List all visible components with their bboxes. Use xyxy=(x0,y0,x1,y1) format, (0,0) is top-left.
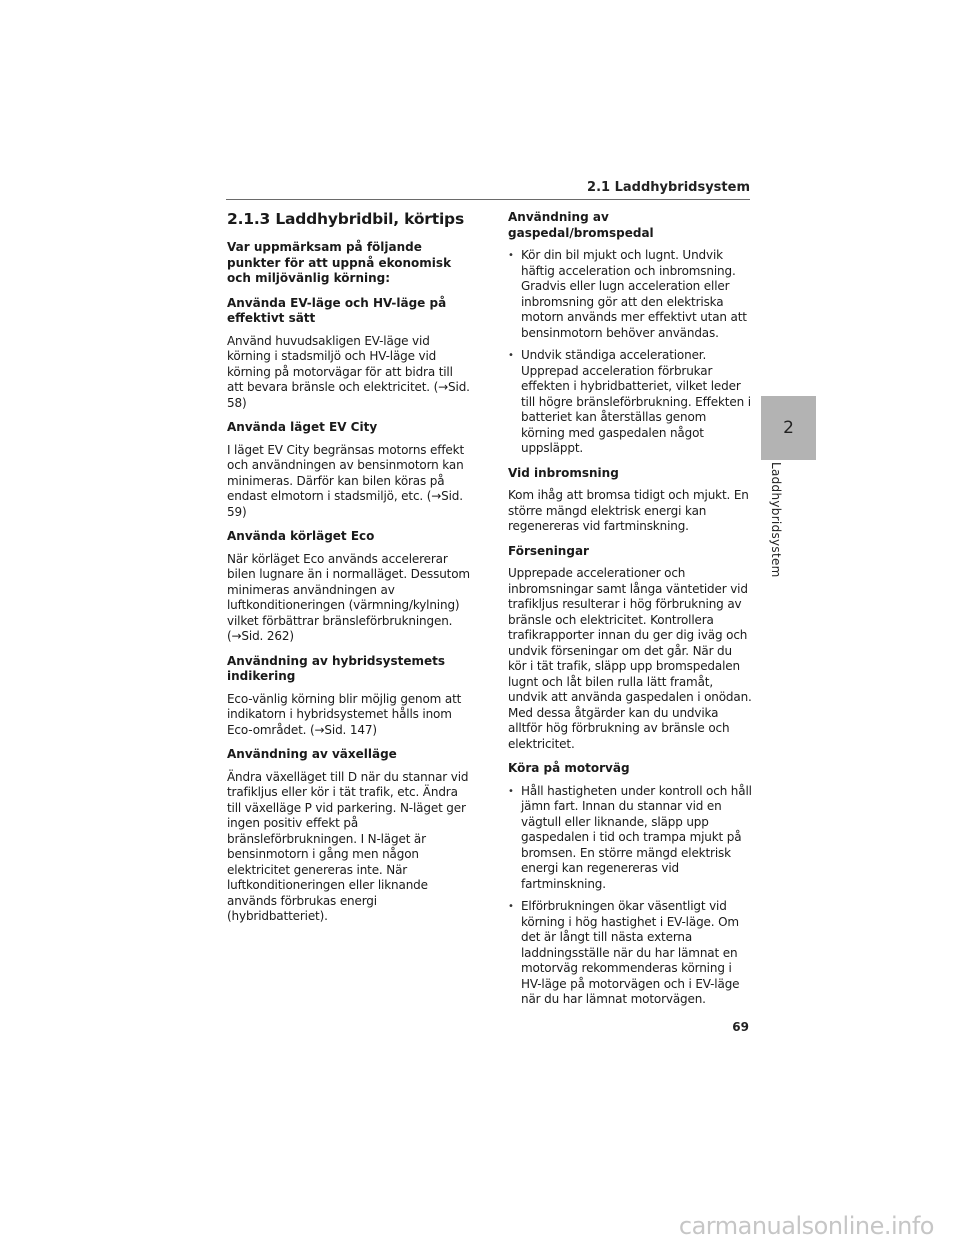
section-body: Upprepade accelerationer och inbromsningar samt långa väntetider vid trafikljus resulterar i hög förbrukning av bränsle och elektricitet. Kontrollera trafikrapporter innan du ger dig iväg och undvik förseningar om det går. När du kör i tät trafik, släpp upp bromspedalen lugnt och låt bilen rulla lätt framåt, undvik att använda gaspedalen i onödan. Med dessa åtgärder kan du undvika alltför hög förbrukning av bränsle och elektricitet. xyxy=(508,566,752,751)
section-heading: Köra på motorväg xyxy=(508,761,630,775)
bullet-list xyxy=(508,784,753,1008)
section-heading: Använda EV-läge och HV-läge på effektivt sätt xyxy=(227,295,447,325)
page-number: 69 xyxy=(732,1020,749,1034)
section-heading: Användning av växelläge xyxy=(227,747,397,761)
section-pedals xyxy=(508,210,753,457)
intro-text: Var uppmärksam på följande punkter för att uppnå ekonomisk och miljövänlig körning: xyxy=(227,240,452,285)
section-body: När körläget Eco används accelererar bilen lugnare än i normalläget. Dessutom minimeras användningen av luftkonditioneringen (värmning/kylning) vilket förbättrar bränsleförbrukningen. (→Sid. 262) xyxy=(227,551,470,643)
section-ev-city xyxy=(227,420,472,520)
chapter-number-tab: 2 xyxy=(761,396,816,460)
section-heading: Vid inbromsning xyxy=(508,465,619,480)
list-item: • Undvik ständiga accelerationer. Upprepad acceleration förbrukar effekten i hybridbatteriet, vilket leder till högre bränsleförbrukning. Effekten i batteriet kan återställas genom körning med gaspedalen något uppsläppt. xyxy=(508,348,753,457)
section-braking xyxy=(508,466,753,535)
section-hybrid-indicator xyxy=(227,654,472,739)
section-heading: Förseningar xyxy=(508,543,589,558)
section-delays xyxy=(508,544,753,753)
section-eco-mode xyxy=(227,529,472,645)
section-heading: Användning av hybridsystemets indikering xyxy=(227,653,446,683)
section-body: Eco-vänlig körning blir möjlig genom att indikatorn i hybridsystemet hålls inom Eco-området. (→Sid. 147) xyxy=(227,691,462,737)
section-heading: Använda läget EV City xyxy=(227,420,378,434)
section-body: I läget EV City begränsas motorns effekt och användningen av bensinmotorn kan minimeras. Därför kan bilen köras på endast elmotorn i stadsmiljö, etc. (→Sid. 59) xyxy=(227,442,465,519)
section-heading: Använda körläget Eco xyxy=(227,529,375,543)
bullet-list xyxy=(508,248,753,457)
list-item: • Håll hastigheten under kontroll och håll jämn fart. Innan du stannar vid en vägtull eller liknande, släpp upp gaspedalen i tid och trampa mjukt på bromsen. En större mängd elektrisk energi kan regenereras vid fartminskning. xyxy=(508,784,753,893)
section-highway xyxy=(508,761,753,1008)
right-column xyxy=(508,210,753,1017)
section-heading: Användning av gaspedal/bromspedal xyxy=(508,210,654,240)
section-title: 2.1.3 Laddhybridbil, körtips xyxy=(227,210,464,228)
section-ev-hv-mode xyxy=(227,296,472,412)
running-header-title: 2.1 Laddhybridsystem xyxy=(587,180,750,195)
header-divider xyxy=(226,199,750,200)
watermark: carmanualsonline.info xyxy=(678,1212,934,1240)
section-gear-position xyxy=(227,747,472,925)
list-item: • Elförbrukningen ökar väsentligt vid körning i hög hastighet i EV-läge. Om det är långt till nästa externa laddningsställe när du har lämnat en motorväg rekommenderas körning i HV-läge på motorvägen och i EV-läge när du har lämnat motorvägen. xyxy=(508,899,753,1008)
section-body: Kom ihåg att bromsa tidigt och mjukt. En större mängd elektrisk energi kan regenereras vid fartminskning. xyxy=(508,488,749,533)
section-body: Ändra växelläget till D när du stannar vid trafikljus eller kör i tät trafik, etc. Ändra till växelläge P vid parkering. N-läget ger ingen positiv effekt på bränsleförbrukningen. I N-läget är bensinmotorn i gång men någon elektricitet genereras inte. När luftkonditioneringen eller liknande används förbrukas energi (hybridbatteriet). xyxy=(227,769,469,923)
list-item: • Kör din bil mjukt och lugnt. Undvik häftig acceleration och inbromsning. Gradvis eller lugn acceleration eller inbromsning gör att den elektriska motorn används mer effektivt utan att bensinmotorn behöver användas. xyxy=(508,248,753,341)
section-body: Använd huvudsakligen EV-läge vid körning i stadsmiljö och HV-läge vid körning på motorvägar för att bidra till att bevara bränsle och elektricitet. (→Sid. 58) xyxy=(227,333,470,410)
chapter-label: Laddhybridsystem xyxy=(769,462,783,578)
left-column xyxy=(227,210,472,934)
